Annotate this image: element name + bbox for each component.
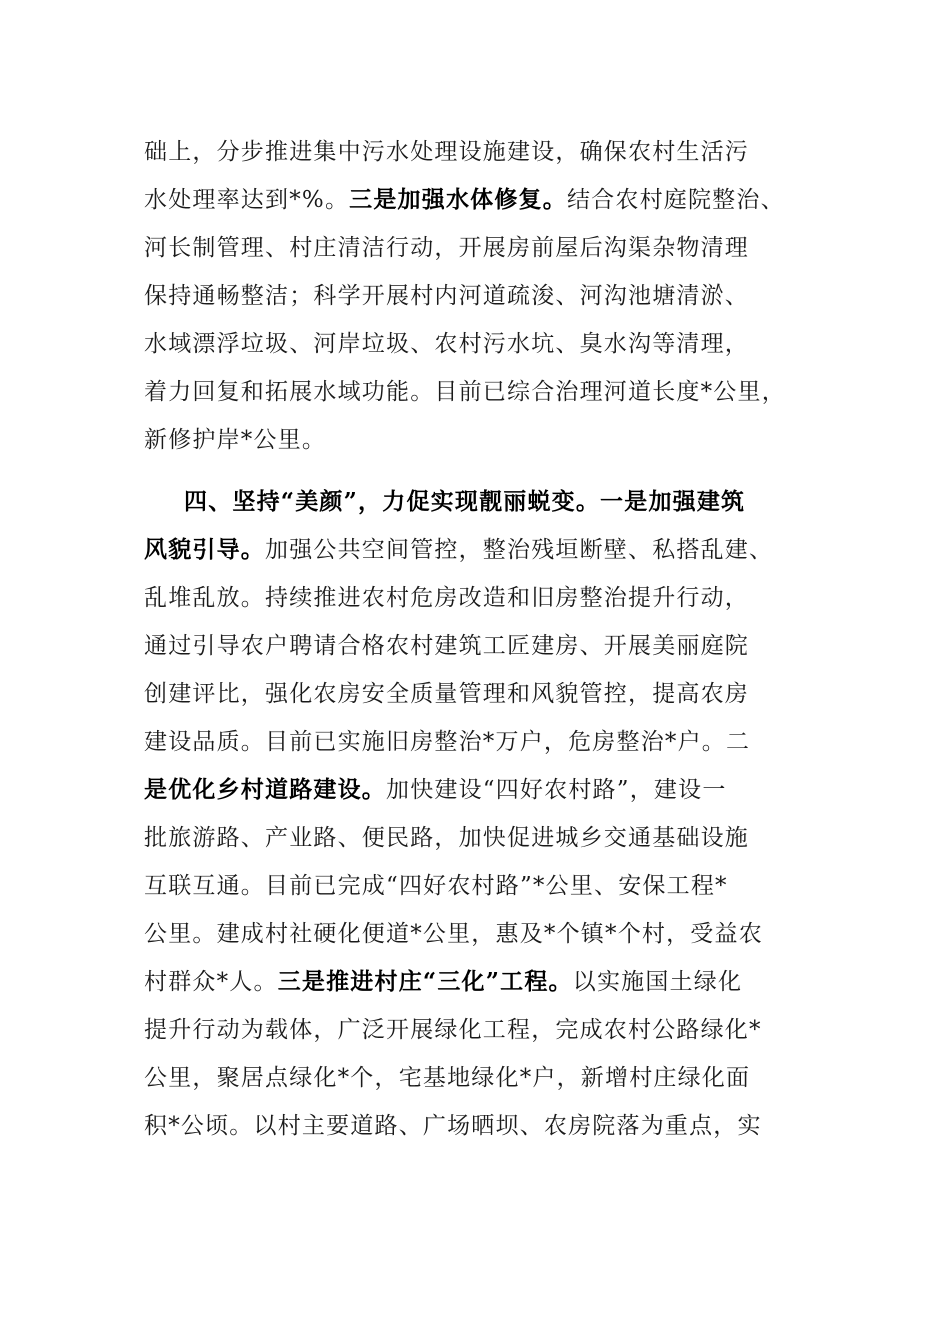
text-run: 水域漂浮垃圾、河岸垃圾、农村污水坑、臭水沟等清理， (144, 331, 749, 357)
text-line (144, 320, 824, 368)
bold-heading-run: 风貌引导。 (144, 536, 265, 563)
bold-heading-run: 是优化乡村道路建设。 (144, 776, 386, 803)
text-line (144, 622, 824, 670)
text-run: 互联互通。目前已完成“四好农村路”*公里、安保工程* (144, 873, 728, 899)
text-line (144, 718, 824, 766)
text-line (144, 1102, 824, 1150)
text-run: 结合农村庭院整治、 (566, 187, 785, 213)
text-run: 创建评比，强化农房安全质量管理和风貌管控，提高农房 (144, 681, 749, 707)
bold-heading-run: 三是推进村庄“三化”工程。 (277, 968, 573, 995)
text-line (144, 574, 824, 622)
section-heading: 四、坚持“美颜”，力促实现靓丽蜕变。一是加强建筑 (184, 488, 746, 515)
paragraph-beautify (144, 478, 824, 1150)
text-run: 加强公共空间管控，整治残垣断壁、私搭乱建、 (265, 537, 774, 563)
text-line (144, 910, 824, 958)
text-run: 通过引导农户聘请合格农村建筑工匠建房、开展美丽庭院 (144, 633, 749, 659)
text-run: 积*公顷。以村主要道路、广场晒坝、农房院落为重点，实 (144, 1113, 762, 1139)
text-line (144, 416, 824, 464)
text-run: 新修护岸*公里。 (144, 427, 327, 453)
paragraph-spacer (144, 464, 824, 478)
paragraph-water-treatment (144, 128, 824, 464)
text-line (144, 224, 824, 272)
text-run: 加快建设“四好农村路”，建设一 (386, 777, 727, 803)
text-run: 提升行动为载体，广泛开展绿化工程，完成农村公路绿化* (144, 1017, 762, 1043)
text-line (144, 766, 824, 814)
text-line (144, 1006, 824, 1054)
text-line (144, 368, 824, 416)
text-run: 公里。建成村社硬化便道*公里，惠及*个镇*个村，受益农 (144, 921, 763, 947)
text-run: 水处理率达到*%。 (144, 187, 350, 213)
text-line (144, 862, 824, 910)
text-run: 以实施国土绿化 (572, 969, 743, 995)
text-run: 村群众*人。 (144, 969, 278, 995)
text-run: 着力回复和拓展水域功能。目前已综合治理河道长度*公里， (144, 379, 786, 405)
text-run: 批旅游路、产业路、便民路，加快促进城乡交通基础设施 (144, 825, 749, 851)
bold-heading-run: 三是加强水体修复。 (349, 186, 567, 213)
text-line (144, 1054, 824, 1102)
text-line (144, 814, 824, 862)
text-run: 河长制管理、村庄清洁行动，开展房前屋后沟渠杂物清理 (144, 235, 749, 261)
text-run: 保持通畅整洁；科学开展村内河道疏浚、河沟池塘清淤、 (144, 283, 749, 309)
text-line (144, 526, 824, 574)
text-line (144, 272, 824, 320)
text-line (144, 478, 824, 526)
text-run: 公里，聚居点绿化*个，宅基地绿化*户，新增村庄绿化面 (144, 1065, 751, 1091)
text-line (144, 958, 824, 1006)
text-line (144, 176, 824, 224)
text-line (144, 670, 824, 718)
text-run: 乱堆乱放。持续推进农村危房改造和旧房整治提升行动， (144, 585, 749, 611)
document-body (144, 128, 824, 1150)
text-run: 建设品质。目前已实施旧房整治*万户，危房整治*户。二 (144, 729, 751, 755)
text-run: 础上，分步推进集中污水处理设施建设，确保农村生活污 (144, 139, 749, 165)
text-line (144, 128, 824, 176)
